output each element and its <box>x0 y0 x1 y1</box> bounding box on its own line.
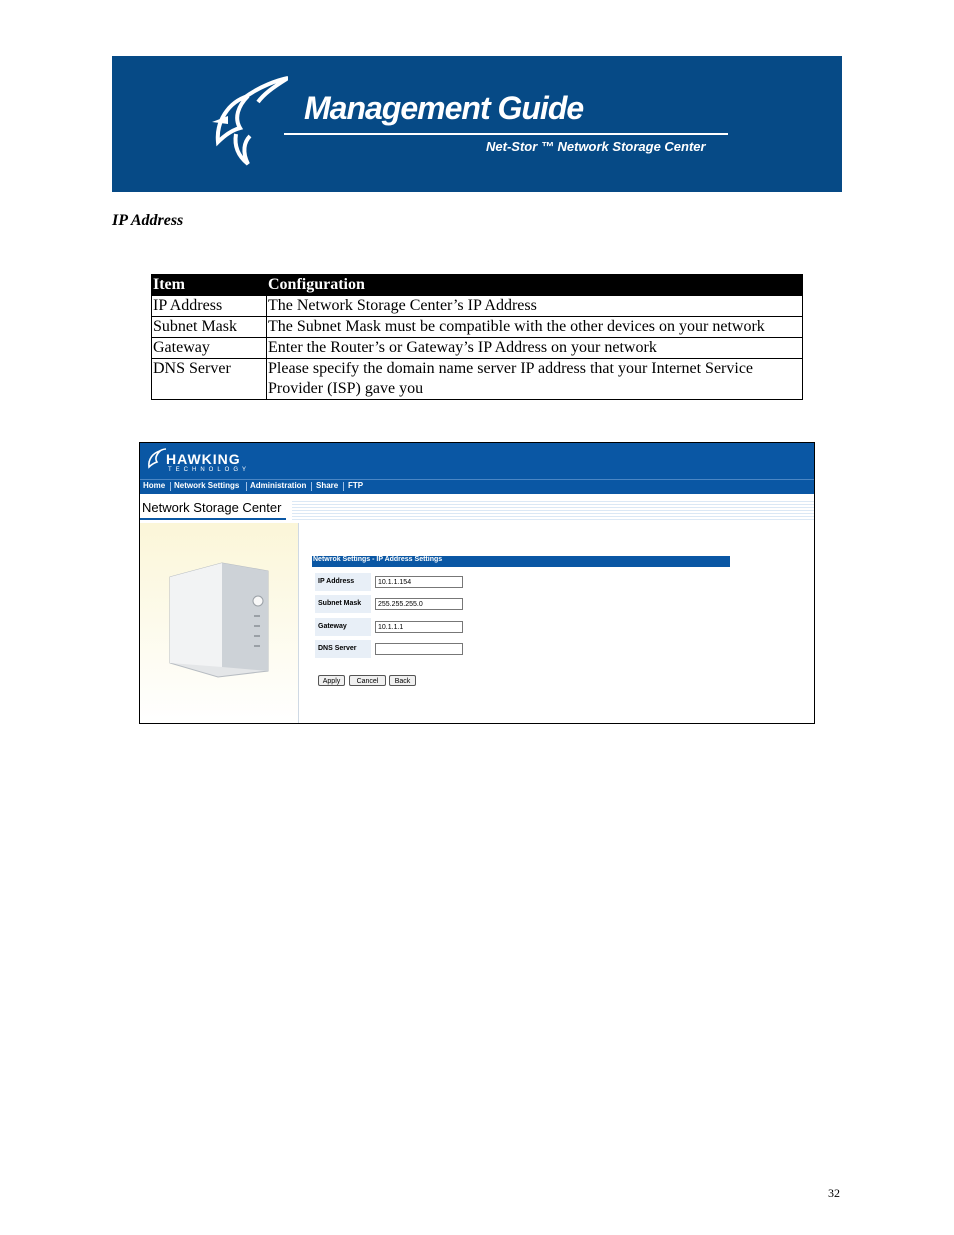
form-title: Netwrok Settings - IP Address Settings <box>313 556 443 563</box>
web-ui-header <box>140 443 814 479</box>
table-row <box>152 317 803 338</box>
column-header-configuration: Configuration <box>267 275 803 296</box>
table-header-row <box>152 275 803 296</box>
ip-address-row <box>315 573 735 591</box>
dns-server-input[interactable] <box>375 643 463 655</box>
nav-separator <box>170 482 171 491</box>
table-cell-item: Gateway <box>152 338 267 359</box>
column-header-item: Item <box>152 275 267 296</box>
banner-divider <box>284 133 728 135</box>
table-cell-configuration: The Subnet Mask must be compatible with the other devices on your network <box>267 317 803 338</box>
web-ui-page-title: Network Storage Center <box>142 500 282 515</box>
table-cell-configuration: The Network Storage Center’s IP Address <box>267 296 803 317</box>
subnet-mask-label: Subnet Mask <box>315 595 371 613</box>
ip-address-input[interactable]: 10.1.1.154 <box>375 576 463 588</box>
apply-button[interactable]: Apply <box>318 675 345 686</box>
banner-title: Management Guide <box>304 90 584 126</box>
nav-ftp[interactable]: FTP <box>348 481 364 490</box>
table-cell-configuration: Please specify the domain name server IP address that your Internet Service Provider (ISP) gave you <box>267 359 803 400</box>
brand-name: HAWKING <box>166 451 241 467</box>
dns-server-label: DNS Server <box>315 640 371 658</box>
ip-address-label: IP Address <box>315 573 371 591</box>
brand-tagline: TECHNOLOGY <box>168 467 251 473</box>
table-cell-item: Subnet Mask <box>152 317 267 338</box>
hawk-logo-icon <box>208 72 288 172</box>
hawk-icon <box>146 447 166 473</box>
section-heading: IP Address <box>112 212 184 229</box>
nav-network-settings[interactable]: Network Settings <box>174 481 240 490</box>
table-cell-configuration: Enter the Router’s or Gateway’s IP Address on your network <box>267 338 803 359</box>
web-ui-nav <box>140 479 814 494</box>
title-underline <box>140 518 286 520</box>
gateway-row <box>315 618 735 636</box>
web-ui-screenshot <box>139 442 815 724</box>
dns-server-row <box>315 640 735 658</box>
table-row <box>152 296 803 317</box>
cancel-button[interactable]: Cancel <box>349 675 386 686</box>
nas-device-image <box>166 559 270 679</box>
nav-separator <box>343 482 344 491</box>
subnet-mask-row <box>315 595 735 613</box>
subnet-mask-input[interactable]: 255.255.255.0 <box>375 598 463 610</box>
device-pane <box>140 523 299 723</box>
table-row <box>152 338 803 359</box>
config-table <box>151 274 803 400</box>
table-row <box>152 359 803 400</box>
back-button[interactable]: Back <box>389 675 416 686</box>
header-banner <box>112 56 842 192</box>
table-cell-item: IP Address <box>152 296 267 317</box>
nav-home[interactable]: Home <box>143 481 166 490</box>
page-number: 32 <box>828 1186 840 1200</box>
nav-separator <box>311 482 312 491</box>
decorative-stripes <box>292 501 814 521</box>
gateway-input[interactable]: 10.1.1.1 <box>375 621 463 633</box>
table-cell-item: DNS Server <box>152 359 267 400</box>
banner-subtitle: Net-Stor ™ Network Storage Center <box>486 139 706 154</box>
nav-separator <box>246 482 247 491</box>
form-header <box>312 556 730 567</box>
gateway-label: Gateway <box>315 618 371 636</box>
nav-administration[interactable]: Administration <box>250 481 307 490</box>
nav-share[interactable]: Share <box>316 481 339 490</box>
